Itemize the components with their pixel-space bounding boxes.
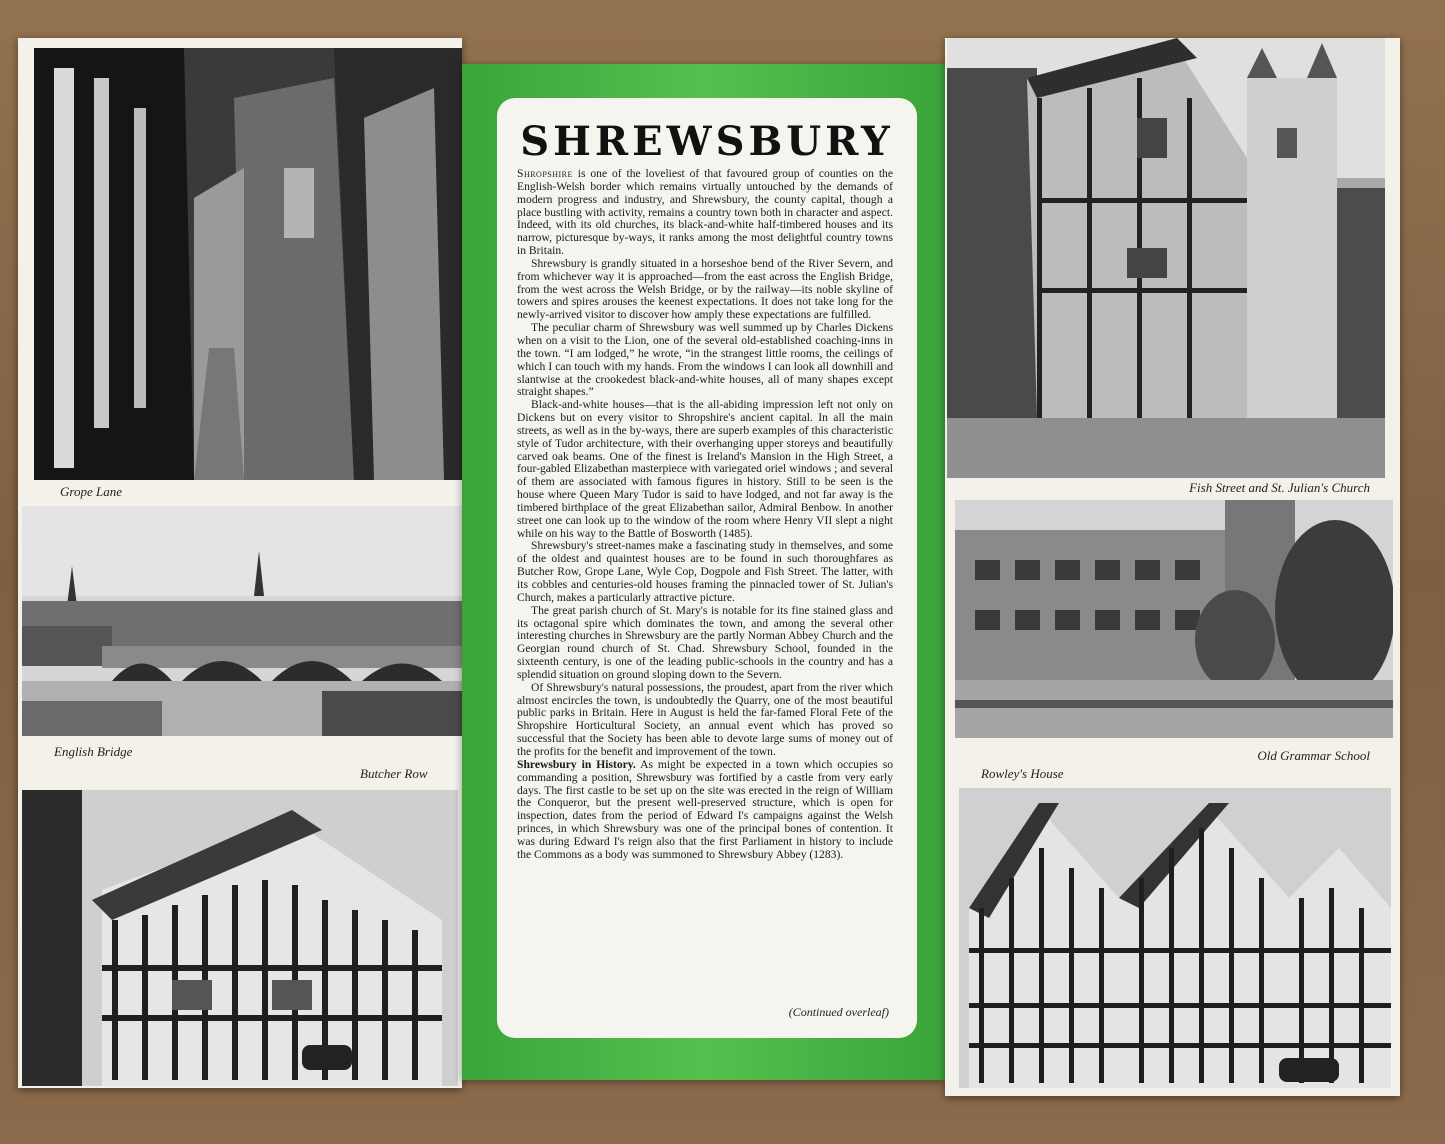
article-card (497, 98, 917, 1038)
continued-note: (Continued overleaf) (788, 1005, 889, 1019)
right-panel (945, 38, 1400, 1096)
paragraph: The peculiar charm of Shrewsbury was well summed up by Charles Dickens when on a visit to the Lion, one of the several old-established coaching-inns in the town. “I am lodged,” he wrote, “in the strangest little rooms, the ceilings of which I can touch with my hands. From the windows I can look all downhill and slantwise at the crookedest black-and-white houses, all of many shapes except straight shapes.” (517, 321, 893, 399)
photo-english-bridge (22, 506, 462, 736)
caption-butcher-row: Butcher Row (360, 766, 428, 781)
page-title: SHREWSBURY (520, 118, 894, 165)
paragraph: The great parish church of St. Mary's is notable for its fine stained glass and its octagonal spire which dominates the town, and among the several other interesting churches in Shrewsbury are the partly Norman Abbey Church and the Georgian round church of St. Chad. Shrewsbury School, founded in the sixteenth century, is one of the leading public-schools in the country and has a splendid situation on ground sloping down to the Severn. (517, 603, 893, 681)
paragraph: Black-and-white houses—that is the all-abiding impression left not only on Dickens but on every visitor to Shropshire's ancient capital. In all the main streets, as well as in the by-ways, there are superb examples of this characteristic style of Tudor architecture, with their overhanging upper storeys and beautifully carved oak beams. One of the finest is Ireland's Mansion in the High Street, a four-gabled Elizabethan masterpiece with variegated oriel windows ; and several of them are associated with famous figures in history. Still to be seen is the house where Queen Mary Tudor is said to have lodged, and not far away is the timbered birthplace of the great Elizabethan sailor, Admiral Benbow. In another street one can look up to the window of the room where Henry VII slept a night while on his way to the Battle of Bosworth (1485). (517, 398, 893, 540)
caption-fish-street: Fish Street and St. Julian's Church (1189, 480, 1370, 495)
paragraph: Shrewsbury is grandly situated in a horseshoe bend of the River Severn, and from whichever way it is approached—from the east across the English Bridge, from the west across the Welsh Bridge, or by the railway—its noble skyline of towers and spires arouses the keenest expectations. It does not take long for the newly-arrived visitor to discover how amply these expectations are fulfilled. (517, 256, 893, 322)
history-text: As might be expected in a town which occupies so commanding a position, Shrewsbury was fortified by a castle from very early days. The first castle to be set up on the site was erected in the reign of William the Conqueror, but the present well-preserved structure, which is open for inspection, dates from the period of Edward I's campaigns against the Welsh princes, in which Shrewsbury was one of the principal bones of contention. It was during Edward I's reign also that the first Parliament in history to include the Commons as a body was summoned to Shrewsbury Abbey (1283). (517, 757, 894, 861)
paragraph: Shrewsbury's street-names make a fascinating study in themselves, and some of the oldest and quaintest houses are to be found in such thoroughfares as Butcher Row, Grope Lane, Wyle Cop, Dogpole and Fish Street. The latter, with its cobbles and centuries-old houses framing the pinnacled tower of St. Julian's Church, makes a particularly attractive picture. (517, 539, 893, 604)
left-panel (18, 38, 462, 1088)
photo-rowleys-house (959, 788, 1391, 1088)
paragraph: Of Shrewsbury's natural possessions, the proudest, apart from the river which almost encircles the town, is undoubtedly the Quarry, one of the most beautiful public parks in Britain. Here in August is held the far-famed Floral Fete of the Shropshire Horticultural Society, an annual event which has proved so successful that the Society has been able to devote large sums of money out of the profits for the benefit and improvement of the town. (517, 680, 893, 758)
photo-old-grammar-school (955, 500, 1393, 738)
photo-butcher-row (22, 790, 458, 1086)
caption-english-bridge: English Bridge (54, 744, 133, 759)
photo-grope-lane (34, 48, 462, 480)
caption-grope-lane: Grope Lane (60, 484, 122, 499)
paragraph (517, 168, 893, 258)
paragraph (517, 759, 893, 862)
paragraph-text: is one of the loveliest of that favoured group of counties on the English-Welsh border which remains virtually untouched by the demands of modern progress and industry, and Shrewsbury, the county capital, though a place bustling with activity, remains a country town both in character and aspect. Indeed, with its old churches, its black-and-white half-timbered houses and its narrow, picturesque by-ways, it ranks among the most delightful country towns in Britain. (517, 167, 893, 258)
caption-old-grammar-school: Old Grammar School (1257, 748, 1370, 763)
caption-rowleys-house: Rowley's House (981, 766, 1064, 781)
article-body (517, 168, 893, 862)
lead-word: Shropshire (517, 167, 573, 180)
history-heading: Shrewsbury in History. (517, 757, 636, 771)
photo-fish-street (947, 38, 1385, 478)
